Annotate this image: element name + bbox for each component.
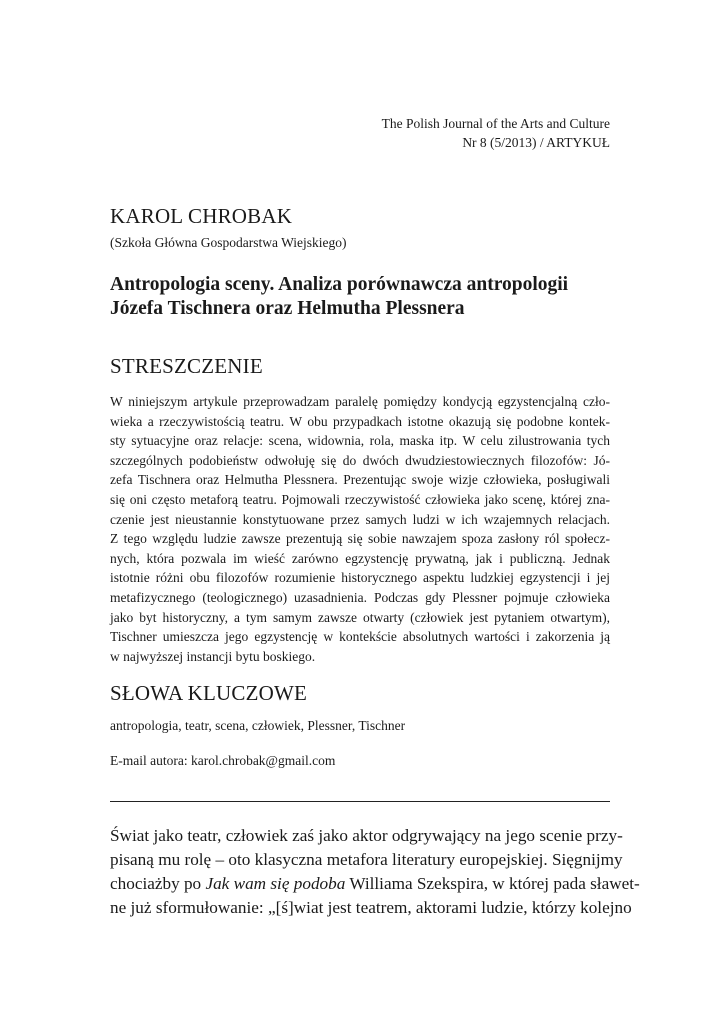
- abstract-line: metafizycznego (teologicznego) uzasadnienia. Podczas gdy Plessner pojmuje człowieka: [110, 589, 610, 605]
- abstract-line: nych, która pozwala im wieść zarówno egzystencję prywatną, jak i publiczną. Jednak: [110, 550, 610, 566]
- title-line-1: Antropologia sceny. Analiza porównawcza antropologii: [110, 274, 569, 295]
- article-title: [110, 273, 610, 321]
- author-name: KAROL CHROBAK: [110, 204, 293, 228]
- abstract-line: Z tego względu ludzie zawsze prezentują się sobie nawzajem spoza zasłony ról społecz-: [110, 531, 610, 547]
- section-divider: [110, 801, 610, 802]
- abstract-line: czenie jest nieustannie konstytuowane przez samych ludzi w ich wzajemnych relacjach.: [110, 511, 610, 527]
- abstract-heading: STRESZCZENIE: [110, 354, 263, 378]
- keywords-heading: SŁOWA KLUCZOWE: [110, 681, 308, 705]
- issue-label: Nr 8 (5/2013) / ARTYKUŁ: [462, 135, 610, 150]
- abstract-line: jako byt historyczny, a tym samym zawsze otwarty (człowiek jest pytaniem otwartym),: [110, 609, 610, 625]
- body-paragraph: [110, 824, 640, 920]
- abstract-line: szczególnych podobieństw odwołuję się do dwóch dwudziestowiecznych filozofów: Jó-: [110, 452, 610, 468]
- body-line: Świat jako teatr, człowiek zaś jako aktor odgrywający na jego scenie przy-: [110, 826, 623, 845]
- body-line: ne już sformułowanie: „[ś]wiat jest teatrem, aktorami ludzie, którzy kolejno: [110, 898, 632, 917]
- journal-name: The Polish Journal of the Arts and Culture: [381, 116, 610, 131]
- work-title: Jak wam się podoba: [205, 874, 346, 893]
- title-line-2: Józefa Tischnera oraz Helmutha Plessnera: [110, 298, 465, 319]
- abstract-line: W niniejszym artykule przeprowadzam paralelę pomiędzy kondycją egzystencjalną czło-: [110, 394, 610, 409]
- body-text-segment: chociażby po: [110, 874, 206, 893]
- keywords-list: antropologia, teatr, scena, człowiek, Plessner, Tischner: [110, 718, 406, 733]
- abstract-line: istotnie różni obu filozofów rozumienie historycznego aspektu ludzkiej egzystencji i jej: [110, 570, 610, 586]
- author-email: E-mail autora: karol.chrobak@gmail.com: [110, 753, 336, 768]
- journal-header: [110, 114, 610, 152]
- author-affiliation: (Szkoła Główna Gospodarstwa Wiejskiego): [110, 235, 347, 250]
- body-line: pisaną mu rolę – oto klasyczna metafora literatury europejskiej. Sięgnijmy: [110, 850, 623, 869]
- abstract-line: Tischner umieszcza jego egzystencję w kontekście absolutnych wartości i zakorzenia ją: [110, 629, 610, 645]
- abstract-text: [110, 392, 610, 666]
- body-line: [110, 872, 640, 896]
- abstract-line: w najwyższej instancji bytu boskiego.: [110, 648, 316, 664]
- abstract-line: się oni często metaforą teatru. Pojmowali rzeczywistość człowieka jako scenę, której zna-: [110, 491, 610, 507]
- abstract-line: zefa Tischnera oraz Helmutha Plessnera. Prezentując swoje wizje człowieka, posługiwali: [110, 472, 610, 488]
- abstract-line: wieka a rzeczywistością teatru. W obu przypadkach istotne okazują się podobne kontek-: [110, 413, 610, 429]
- body-text-segment: Williama Szekspira, w której pada sławet-: [345, 874, 640, 893]
- abstract-line: sty sytuacyjne oraz relacje: scena, widownia, rola, maska itp. W celu zilustrowania tych: [110, 433, 610, 449]
